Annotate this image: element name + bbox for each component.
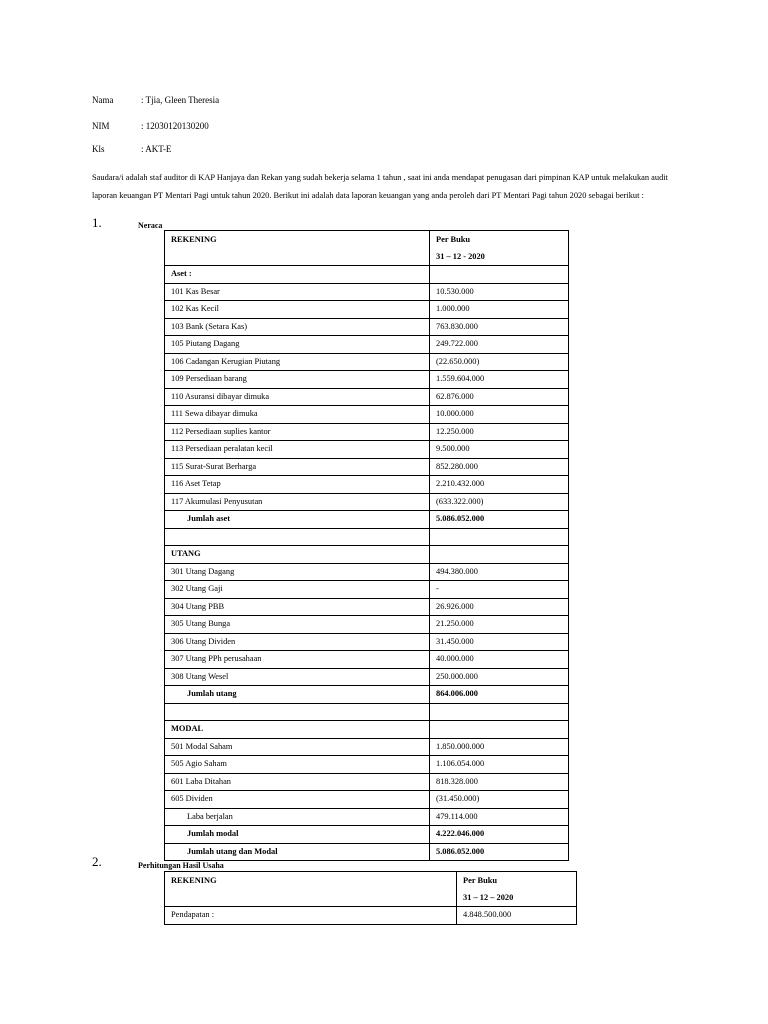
row-value: 4.222.046.000: [430, 826, 569, 844]
header-date-label: 31 – 12 - 2020: [436, 252, 485, 261]
row-value: 864.006.000: [430, 686, 569, 704]
table-row: [165, 266, 569, 284]
row-value: 1.850.000.000: [430, 738, 569, 756]
row-value: 26.926.000: [430, 598, 569, 616]
row-value: [430, 703, 569, 721]
row-label: 501 Modal Saham: [165, 738, 430, 756]
info-label: Kls: [92, 144, 105, 154]
row-value: 21.250.000: [430, 616, 569, 634]
info-value: : 12030120130200: [141, 121, 209, 131]
table-row: [165, 283, 569, 301]
table-row: [165, 703, 569, 721]
row-label: [165, 528, 430, 546]
row-label: Jumlah utang dan Modal: [165, 843, 430, 861]
row-label: 109 Persediaan barang: [165, 371, 430, 389]
table-header-row: [165, 231, 569, 266]
row-value: -: [430, 581, 569, 599]
table-row: [165, 581, 569, 599]
table-header-row: [165, 872, 577, 907]
table-row: [165, 458, 569, 476]
row-label: 101 Kas Besar: [165, 283, 430, 301]
table-row: [165, 318, 569, 336]
row-value: 62.876.000: [430, 388, 569, 406]
table-row: [165, 826, 569, 844]
row-label: 305 Utang Bunga: [165, 616, 430, 634]
info-label: NIM: [92, 121, 110, 131]
table-row: [165, 738, 569, 756]
table-row: [165, 441, 569, 459]
row-label: 113 Persediaan peralatan kecil: [165, 441, 430, 459]
section-title: Perhitungan Hasil Usaha: [138, 861, 224, 870]
laba-rugi-table: [164, 871, 577, 925]
row-value: (633.322.000): [430, 493, 569, 511]
row-label: Pendapatan :: [165, 907, 457, 925]
row-value: 4.848.500.000: [457, 907, 577, 925]
row-value: 31.450.000: [430, 633, 569, 651]
header-date-label: 31 – 12 – 2020: [463, 893, 514, 902]
row-value: (22.650.000): [430, 353, 569, 371]
row-label: 115 Surat-Surat Berharga: [165, 458, 430, 476]
header-rekening: REKENING: [165, 872, 457, 907]
row-label: 102 Kas Kecil: [165, 301, 430, 319]
table-row: [165, 808, 569, 826]
section-number: 2.: [92, 854, 102, 869]
header-per-buku-label: Per Buku: [463, 876, 498, 885]
row-value: 479.114.000: [430, 808, 569, 826]
header-per-buku: [457, 872, 577, 907]
row-label: 103 Bank (Setara Kas): [165, 318, 430, 336]
row-label: 105 Piutang Dagang: [165, 336, 430, 354]
intro-paragraph: Saudara/i adalah staf auditor di KAP Hanjaya dan Rekan yang sudah bekerja selama 1 tahun , saat ini anda mendapat penugasan dari pimpinan KAP untuk melakukan audit laporan keuangan PT Mentari Pagi untuk tahun 2020. Berikut ini adalah data laporan keuangan yang anda peroleh dari PT Mentari Pagi tahun 2020 sebagai berikut :: [92, 173, 668, 200]
row-value: 12.250.000: [430, 423, 569, 441]
header-rekening: REKENING: [165, 231, 430, 266]
info-value: : AKT-E: [141, 144, 172, 154]
table-row: [165, 721, 569, 739]
row-value: 1.000.000: [430, 301, 569, 319]
row-label: 106 Cadangan Kerugian Piutang: [165, 353, 430, 371]
info-value: : Tjia, Gleen Theresia: [141, 95, 220, 105]
table-row: [165, 423, 569, 441]
row-label: 306 Utang Dividen: [165, 633, 430, 651]
row-label: Jumlah modal: [165, 826, 430, 844]
row-value: 10.530.000: [430, 283, 569, 301]
row-label: 111 Sewa dibayar dimuka: [165, 406, 430, 424]
table-row: [165, 511, 569, 529]
row-value: 852.280.000: [430, 458, 569, 476]
row-label: 505 Agio Saham: [165, 756, 430, 774]
row-label: 302 Utang Gaji: [165, 581, 430, 599]
table-row: [165, 336, 569, 354]
table-row: [165, 301, 569, 319]
row-label: 307 Utang PPh perusahaan: [165, 651, 430, 669]
row-label: 601 Laba Ditahan: [165, 773, 430, 791]
row-label: UTANG: [165, 546, 430, 564]
row-value: [430, 528, 569, 546]
table-row: [165, 388, 569, 406]
table-row: [165, 476, 569, 494]
table-row: [165, 493, 569, 511]
table-row: [165, 371, 569, 389]
row-label: 110 Asuransi dibayar dimuka: [165, 388, 430, 406]
table-row: [165, 773, 569, 791]
table-row: [165, 651, 569, 669]
row-label: Aset :: [165, 266, 430, 284]
header-per-buku-label: Per Buku: [436, 235, 471, 244]
section-title: Neraca: [138, 221, 163, 230]
row-label: 304 Utang PBB: [165, 598, 430, 616]
header-per-buku: [430, 231, 569, 266]
table-row: [165, 843, 569, 861]
row-label: Jumlah utang: [165, 686, 430, 704]
row-value: [430, 546, 569, 564]
row-value: 10.000.000: [430, 406, 569, 424]
row-value: [430, 266, 569, 284]
row-value: (31.450.000): [430, 791, 569, 809]
section-number: 1.: [92, 215, 102, 230]
table-row: [165, 563, 569, 581]
row-label: 117 Akumulasi Penyusutan: [165, 493, 430, 511]
row-value: 5.086.052.000: [430, 843, 569, 861]
table-row: [165, 756, 569, 774]
row-label: MODAL: [165, 721, 430, 739]
row-value: 40.000.000: [430, 651, 569, 669]
table-row: [165, 791, 569, 809]
table-row: [165, 353, 569, 371]
info-label: Nama: [92, 95, 114, 105]
row-value: 249.722.000: [430, 336, 569, 354]
row-value: 494.380.000: [430, 563, 569, 581]
table-row: [165, 686, 569, 704]
table-row: [165, 546, 569, 564]
row-value: 9.500.000: [430, 441, 569, 459]
row-label: 605 Dividen: [165, 791, 430, 809]
row-label: 301 Utang Dagang: [165, 563, 430, 581]
row-value: 1.106.054.000: [430, 756, 569, 774]
row-label: [165, 703, 430, 721]
row-label: 308 Utang Wesel: [165, 668, 430, 686]
row-value: 2.210.432.000: [430, 476, 569, 494]
neraca-table: [164, 230, 569, 861]
table-row: [165, 616, 569, 634]
row-value: 818.328.000: [430, 773, 569, 791]
row-label: 116 Aset Tetap: [165, 476, 430, 494]
row-label: 112 Persediaan suplies kantor: [165, 423, 430, 441]
table-row: [165, 598, 569, 616]
table-row: [165, 406, 569, 424]
table-row: [165, 907, 577, 925]
row-value: 763.830.000: [430, 318, 569, 336]
table-row: [165, 528, 569, 546]
row-label: Laba berjalan: [165, 808, 430, 826]
table-row: [165, 633, 569, 651]
row-value: 250.000.000: [430, 668, 569, 686]
row-value: [430, 721, 569, 739]
row-value: 1.559.604.000: [430, 371, 569, 389]
row-label: Jumlah aset: [165, 511, 430, 529]
row-value: 5.086.052.000: [430, 511, 569, 529]
table-row: [165, 668, 569, 686]
